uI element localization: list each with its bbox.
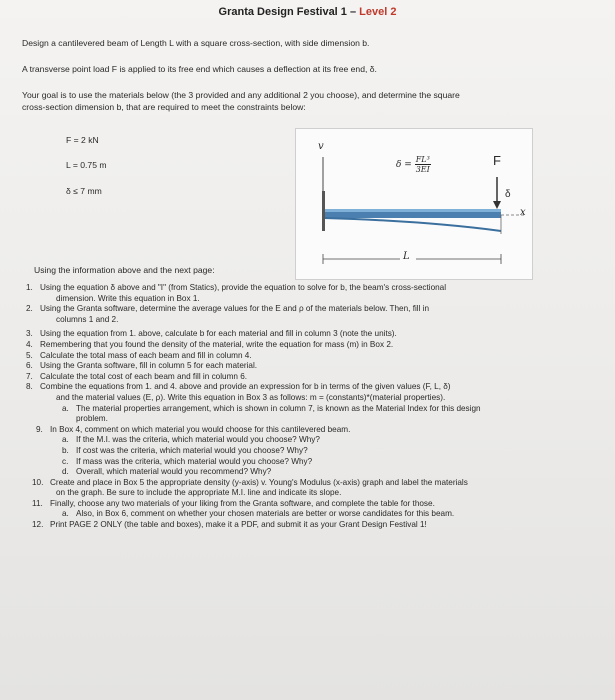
given-length: L = 0.75 m xyxy=(66,160,107,170)
step-5: 5. Calculate the total mass of each beam and fill in column 4. xyxy=(26,350,252,360)
cantilever-figure xyxy=(295,128,533,280)
formula-lhs: δ = xyxy=(396,160,412,170)
step-2: 2. Using the Granta software, determine the average values for the E and ρ of the materials below. Then, fill in xyxy=(26,304,430,314)
step-1: 1. Using the equation δ above and "I" (from Statics), provide the equation to solve for b, the beam's cross-sectional xyxy=(26,283,447,292)
formula-numerator: FL³ xyxy=(415,155,430,164)
intro-paragraph-3a: Your goal is to use the materials below (the 3 provided and any additional 2 you choose), and determine the square xyxy=(22,90,460,100)
step-9c: c. If mass was the criteria, which material would you choose? Why? xyxy=(62,456,313,466)
step-8a-cont: problem. xyxy=(76,414,108,424)
step-3: 3. Using the equation from 1. above, calculate b for each material and fill in column 3 (note the units). xyxy=(26,329,397,339)
step-6: 6. Using the Granta software, fill in column 5 for each material. xyxy=(26,361,258,371)
given-deflection: δ ≤ 7 mm xyxy=(66,186,102,196)
v-label: v xyxy=(318,141,324,152)
step-8: 8. Combine the equations from 1. and 4. above and provide an expression for b in terms of the given values (F, L, δ) xyxy=(26,382,451,392)
intro-paragraph-1: Design a cantilevered beam of Length L with a square cross-section, with side dimension b. xyxy=(22,38,370,48)
step-9d: d. Overall, which material would you recommend? Why? xyxy=(62,467,272,477)
intro-paragraph-3b: cross-section dimension b, that are required to meet the constraints below: xyxy=(22,102,306,112)
cantilever-diagram xyxy=(296,129,532,279)
title-text: Granta Design Festival 1 – xyxy=(218,6,360,18)
beam-highlight xyxy=(325,209,501,212)
step-11a: a. Also, in Box 6, comment on whether your chosen materials are better or worse candidates for this beam. xyxy=(62,509,455,519)
step-8-cont: and the material values (E, ρ). Write this equation in Box 3 as follows: m = (constants)*(material properties). xyxy=(56,392,446,402)
force-label: F xyxy=(493,153,501,168)
delta-label: δ xyxy=(505,189,511,200)
page-title xyxy=(0,6,615,18)
instructions-heading: Using the information above and the next page: xyxy=(34,265,215,275)
formula-denominator: 3EI xyxy=(415,165,430,174)
intro-paragraph-2: A transverse point load F is applied to its free end which causes a deflection at its free end, δ. xyxy=(22,64,377,74)
step-12: 12. Print PAGE 2 ONLY (the table and boxes), make it a PDF, and submit it as your Grant Design Festival 1! xyxy=(32,520,427,530)
force-arrow-head xyxy=(493,201,501,209)
step-9a: a. If the M.I. was the criteria, which material would you choose? Why? xyxy=(62,435,320,445)
instructions-list xyxy=(26,283,601,531)
step-10: 10. Create and place in Box 5 the appropriate density (y-axis) v. Young's Modulus (x-axis) graph and label the materials xyxy=(32,477,468,487)
step-2-cont: columns 1 and 2. xyxy=(56,314,119,324)
title-level: Level 2 xyxy=(359,6,397,18)
step-7: 7. Calculate the total cost of each beam and fill in column 6. xyxy=(26,371,248,381)
given-force: F = 2 kN xyxy=(66,135,99,145)
length-label: L xyxy=(403,251,410,262)
x-label: x xyxy=(520,207,526,218)
wall-support xyxy=(322,191,325,231)
step-8a: a. The material properties arrangement, which is shown in column 7, is known as the Material Index for this design xyxy=(62,403,481,413)
step-10-cont: on the graph. Be sure to include the appropriate M.I. line and indicate its slope. xyxy=(56,488,342,498)
step-9b: b. If cost was the criteria, which material would you choose? Why? xyxy=(62,445,308,455)
deflection-formula xyxy=(396,155,431,174)
deflected-beam-curve xyxy=(325,218,501,231)
step-11: 11. Finally, choose any two materials of your liking from the Granta software, and complete the table for those. xyxy=(32,498,435,508)
formula-fraction xyxy=(415,155,431,174)
step-4: 4. Remembering that you found the density of the material, write the equation for mass (m) in Box 2. xyxy=(26,339,394,349)
step-1-cont: dimension. Write this equation in Box 1. xyxy=(56,293,200,303)
step-9: 9. In Box 4, comment on which material you would choose for this cantilevered beam. xyxy=(36,424,351,434)
